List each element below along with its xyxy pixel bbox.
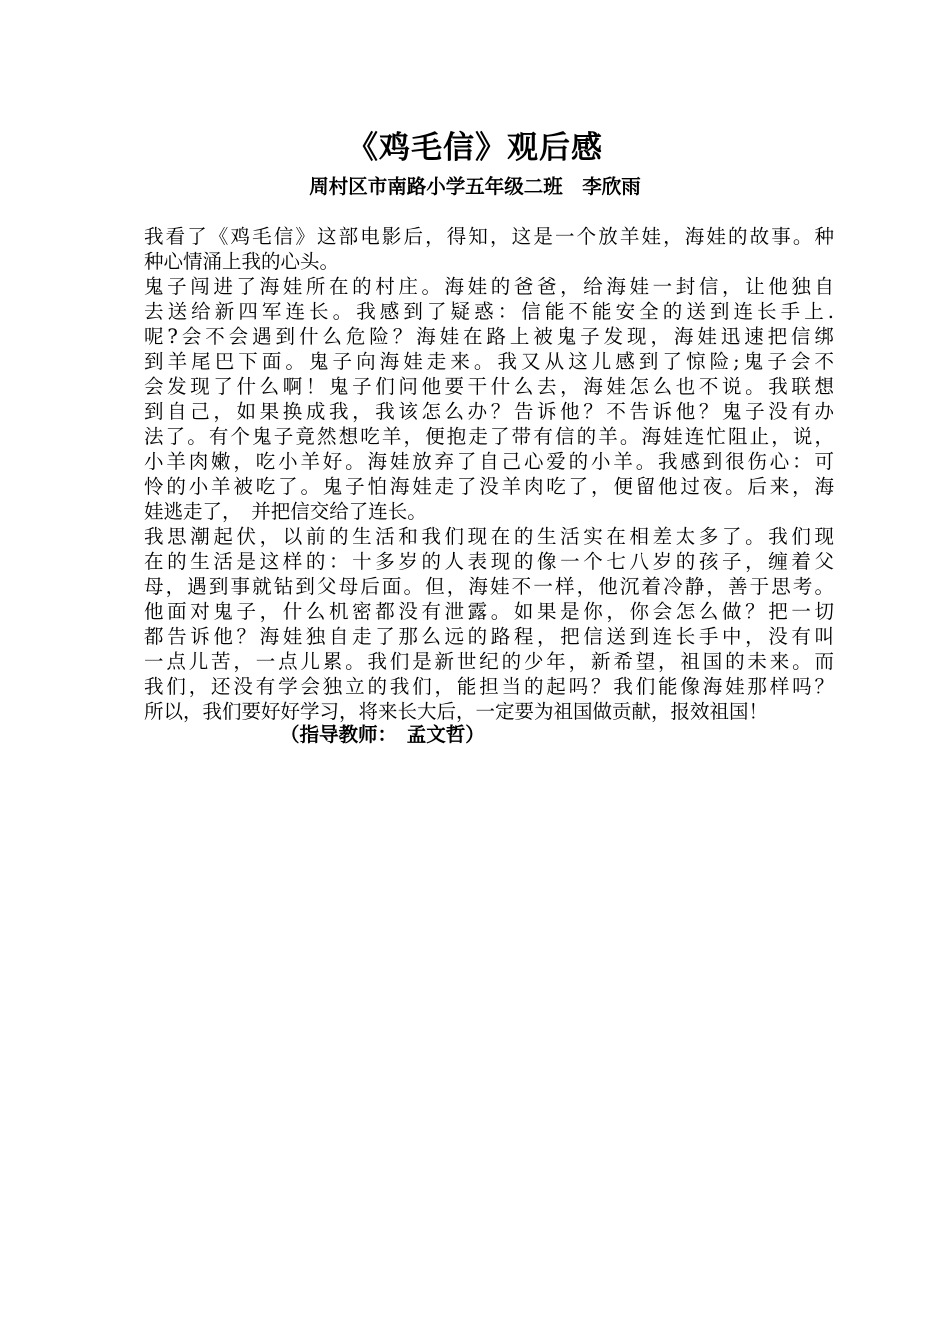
- text-line: 一点儿苦，一点儿累。我们是新世纪的少年，新希望，祖国的未来。而: [144, 650, 834, 673]
- text-line: 呢?会不会遇到什么危险？海娃在路上被鬼子发现，海娃迅速把信绑: [144, 325, 834, 348]
- essay-title: 《鸡毛信》观后感: [347, 130, 603, 166]
- text-line: 我看了《鸡毛信》这部电影后，得知，这是一个放羊娃，海娃的故事。种: [144, 225, 834, 248]
- author-byline: 周村区市南路小学五年级二班 李欣雨: [309, 175, 641, 198]
- text-line: 他面对鬼子，什么机密都没有泄露。如果是你，你会怎么做？把一切: [144, 600, 834, 623]
- text-line: 到自己，如果换成我，我该怎么办？告诉他？不告诉他？鬼子没有办: [144, 400, 834, 423]
- text-line: 种心情涌上我的心头。: [144, 250, 340, 273]
- text-line: 母，遇到事就钻到父母后面。但，海娃不一样，他沉着冷静，善于思考。: [144, 575, 834, 598]
- text-line: 小羊肉嫩，吃小羊好。海娃放弃了自己心爱的小羊。我感到很伤心：可: [144, 450, 834, 473]
- text-line: 所以，我们要好好学习，将来长大后，一定要为祖国做贡献，报效祖国！: [144, 700, 769, 723]
- text-line: 在的生活是这样的：十多岁的人表现的像一个七八岁的孩子，缠着父: [144, 550, 834, 573]
- paragraph-2: [144, 274, 834, 524]
- text-line: 法了。有个鬼子竟然想吃羊，便抱走了带有信的羊。海娃连忙阻止，说，: [144, 425, 834, 448]
- text-line: 去送给新四军连长。我感到了疑惑：信能不能安全的送到连长手上.: [144, 300, 834, 323]
- text-line: 我思潮起伏，以前的生活和我们现在的生活实在相差太多了。我们现: [144, 525, 834, 548]
- text-line: 鬼子闯进了海娃所在的村庄。海娃的爸爸，给海娃一封信，让他独自: [144, 275, 834, 298]
- text-line: 娃逃走了， 并把信交给了连长。: [144, 500, 427, 523]
- text-line: 到羊尾巴下面。鬼子向海娃走来。我又从这儿感到了惊险;鬼子会不: [144, 350, 834, 373]
- essay-body: [144, 224, 834, 724]
- paragraph-3: [144, 524, 834, 724]
- text-line: 怜的小羊被吃了。鬼子怕海娃走了没羊肉吃了，便留他过夜。后来，海: [144, 475, 834, 498]
- paragraph-1: [144, 224, 834, 274]
- text-line: 我们，还没有学会独立的我们，能担当的起吗？我们能像海娃那样吗？: [144, 675, 834, 698]
- text-line: 都告诉他？海娃独自走了那么远的路程，把信送到连长手中，没有叫: [144, 625, 834, 648]
- text-line: 会发现了什么啊！鬼子们问他要干什么去，海娃怎么也不说。我联想: [144, 375, 834, 398]
- teacher-note: （指导教师： 孟文哲）: [280, 723, 485, 746]
